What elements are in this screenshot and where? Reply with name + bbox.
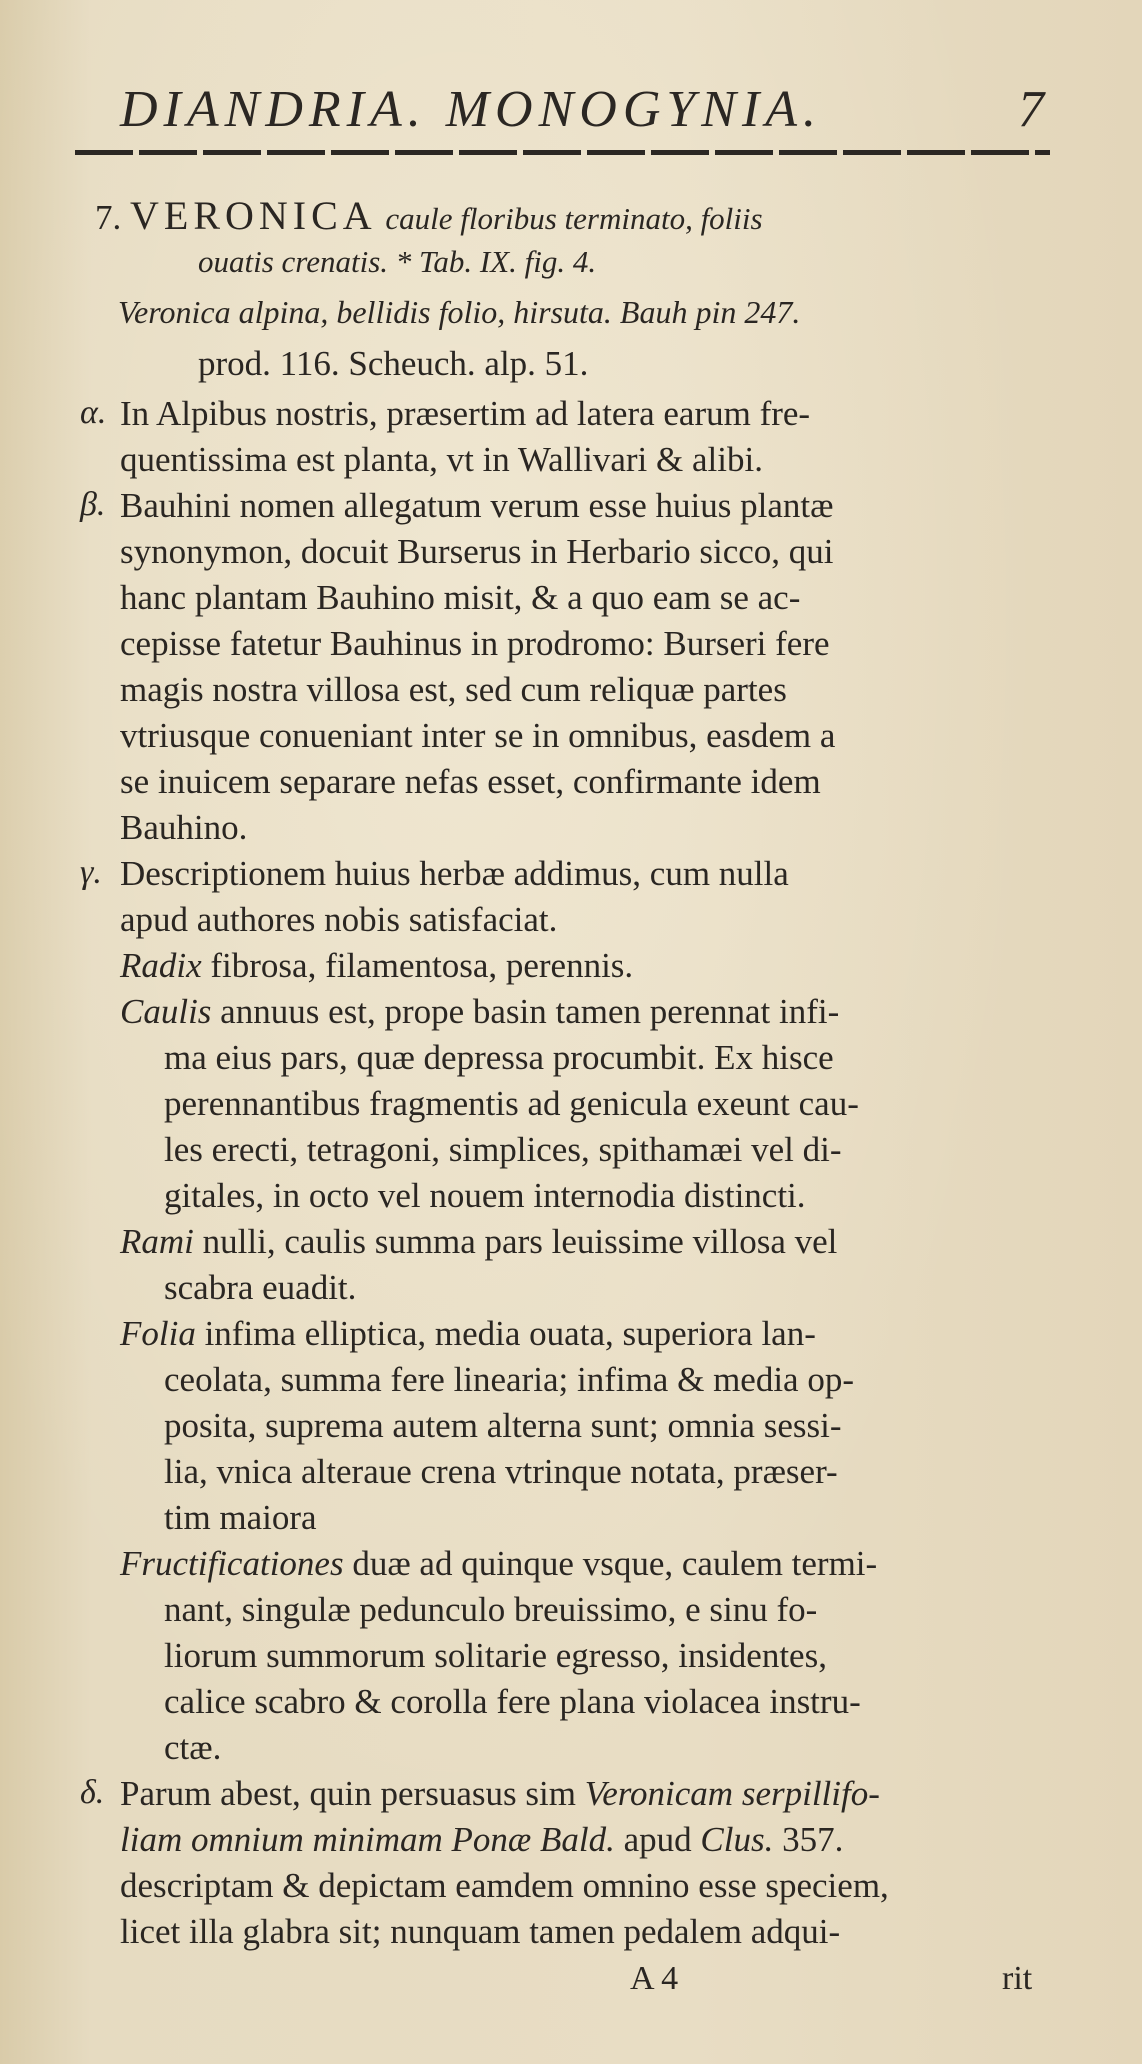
delta-line: apud	[623, 1820, 692, 1859]
beta-marker: β.	[80, 486, 106, 523]
beta-line: synonymon, docuit Burserus in Herbario sicco, qui	[120, 532, 834, 571]
entry-genus: VERONICA	[130, 193, 377, 238]
radix-line: fibrosa, filamentosa, perennis.	[210, 946, 634, 985]
folia-line: posita, suprema autem alterna sunt; omnia sessi-	[164, 1406, 842, 1445]
beta-line: Bauhino.	[120, 808, 248, 847]
radix-term: Radix	[120, 946, 202, 985]
entry-diagnosis-2: ouatis crenatis. * Tab. IX. fig. 4.	[198, 244, 597, 279]
caulis-line: annuus est, prope basin tamen perennat infi-	[220, 992, 840, 1031]
fructificationes-first-line	[120, 1546, 877, 1581]
fructificationes-term: Fructificationes	[120, 1544, 344, 1583]
delta-species-name: liam omnium minimam Ponæ Bald.	[120, 1820, 615, 1859]
delta-species-name: Veronicam serpillifo-	[584, 1774, 880, 1813]
folia-line: infima elliptica, media ouata, superiora lan-	[204, 1314, 816, 1353]
delta-line: 357.	[782, 1820, 844, 1859]
beta-line: Bauhini nomen allegatum verum esse huius plantæ	[120, 486, 834, 525]
caulis-line: ma eius pars, quæ depressa procumbit. Ex hisce	[164, 1038, 834, 1077]
running-head-title: DIANDRIA. MONOGYNIA.	[120, 81, 823, 138]
fructificationes-line: nant, singulæ pedunculo breuissimo, e sinu fo-	[164, 1590, 818, 1629]
alpha-line: In Alpibus nostris, præsertim ad latera earum fre-	[120, 394, 811, 433]
delta-line: Parum abest, quin persuasus sim	[120, 1774, 576, 1813]
page-number: 7	[1018, 81, 1050, 138]
folia-term: Folia	[120, 1314, 196, 1353]
folia-line: lia, vnica alteraue crena vtrinque notata, præser-	[164, 1452, 838, 1491]
entry-synonym-1: Veronica alpina, bellidis folio, hirsuta. Bauh pin 247.	[118, 294, 801, 330]
caulis-term: Caulis	[120, 992, 212, 1031]
rami-first-line	[120, 1224, 837, 1259]
delta-line: licet illa glabra sit; nunquam tamen pedalem adqui-	[120, 1912, 841, 1951]
delta-author: Clus.	[700, 1820, 774, 1859]
beta-line: magis nostra villosa est, sed cum reliquæ partes	[120, 670, 787, 709]
rami-line: nulli, caulis summa pars leuissime villosa vel	[202, 1222, 838, 1261]
gamma-line: Descriptionem huius herbæ addimus, cum nulla	[120, 854, 789, 893]
delta-second-line	[120, 1822, 843, 1857]
delta-marker: δ.	[80, 1774, 105, 1811]
beta-line: vtriusque conueniant inter se in omnibus, easdem a	[120, 716, 836, 755]
beta-line: hanc plantam Bauhino misit, & a quo eam se ac-	[120, 578, 801, 617]
alpha-line: quentissima est planta, vt in Wallivari & alibi.	[120, 440, 763, 479]
fructificationes-line: duæ ad quinque vsque, caulem termi-	[352, 1544, 878, 1583]
radix-paragraph	[120, 948, 633, 983]
catchword: rit	[1002, 1960, 1033, 1997]
rami-line: scabra euadit.	[164, 1268, 357, 1307]
folia-line: tim maiora	[164, 1498, 317, 1537]
delta-line: descriptam & depictam eamdem omnino esse speciem,	[120, 1866, 889, 1905]
folia-line: ceolata, summa fere linearia; infima & media op-	[164, 1360, 854, 1399]
entry-heading	[95, 193, 763, 238]
fructificationes-line: ctæ.	[164, 1728, 222, 1767]
entry-diagnosis-1: caule floribus terminato, foliis	[385, 201, 763, 236]
beta-line: se inuicem separare nefas esset, confirmante idem	[120, 762, 821, 801]
caulis-line: perennantibus fragmentis ad genicula exeunt cau-	[164, 1084, 859, 1123]
signature-mark: A 4	[630, 1960, 679, 1997]
entry-number: 7.	[95, 198, 122, 237]
caulis-line: les erecti, tetragoni, simplices, spithamæi vel di-	[164, 1130, 842, 1169]
fructificationes-line: calice scabro & corolla fere plana violacea instru-	[164, 1682, 861, 1721]
folia-first-line	[120, 1316, 816, 1351]
caulis-line: gitales, in octo vel nouem internodia distincti.	[164, 1176, 806, 1215]
delta-first-line	[120, 1776, 880, 1811]
gamma-marker: γ.	[80, 854, 102, 891]
entry-synonym-2: prod. 116. Scheuch. alp. 51.	[198, 344, 589, 383]
gamma-line: apud authores nobis satisfaciat.	[120, 900, 558, 939]
fructificationes-line: liorum summorum solitarie egresso, insidentes,	[164, 1636, 827, 1675]
rami-term: Rami	[120, 1222, 194, 1261]
alpha-marker: α.	[80, 394, 107, 431]
beta-line: cepisse fatetur Bauhinus in prodromo: Burseri fere	[120, 624, 830, 663]
caulis-first-line	[120, 994, 839, 1029]
